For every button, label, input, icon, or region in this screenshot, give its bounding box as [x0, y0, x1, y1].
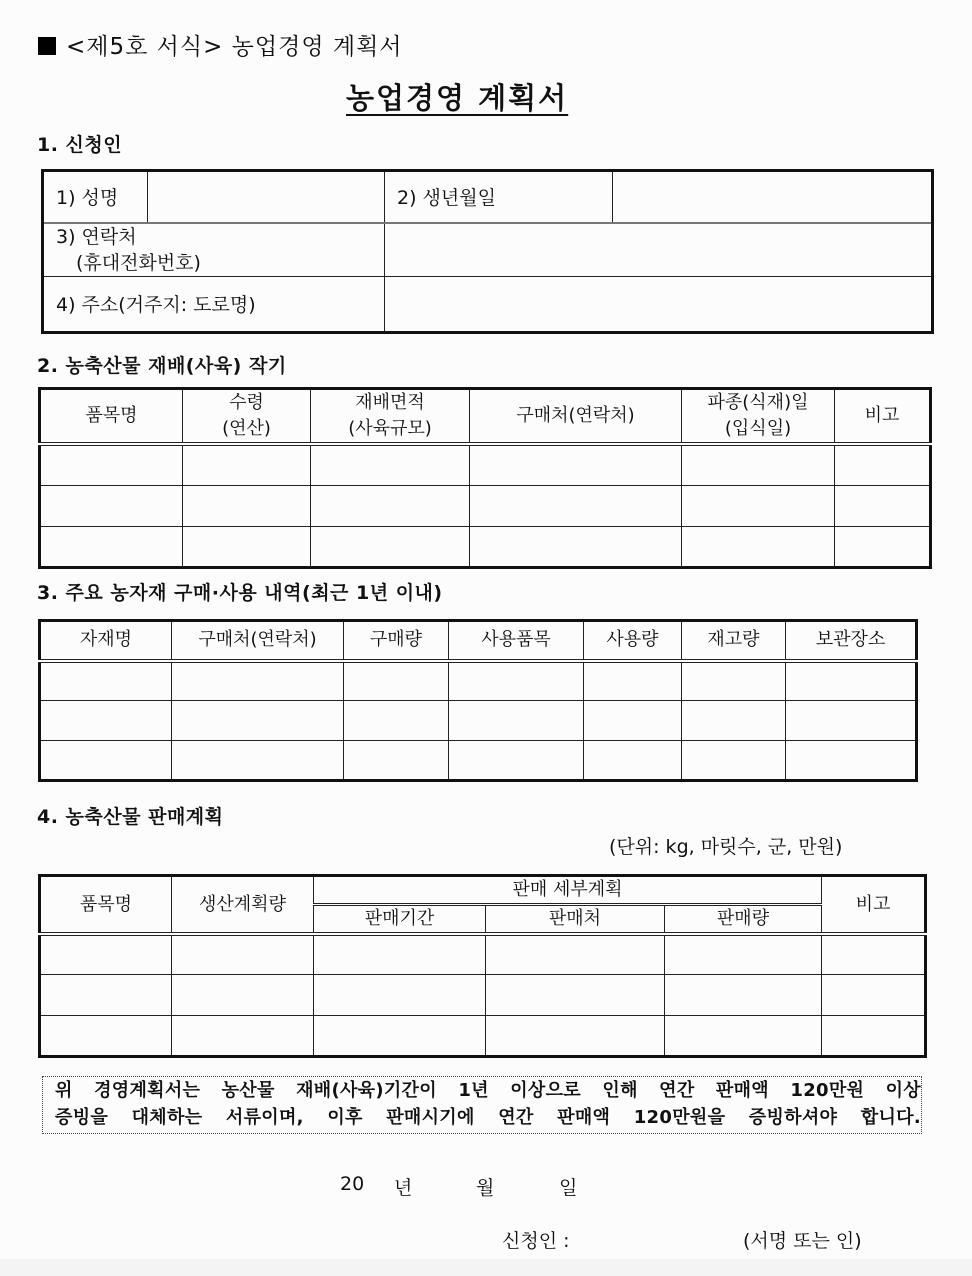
cell[interactable] [449, 661, 584, 701]
cell[interactable] [344, 661, 449, 701]
table-row [40, 1015, 926, 1056]
cell[interactable] [183, 444, 311, 485]
cell[interactable] [665, 934, 822, 974]
date-year-label: 년 [394, 1177, 413, 1199]
col-sales-detail-group: 판매 세부계획 [314, 876, 822, 905]
table-row [40, 934, 926, 974]
table-row [40, 741, 917, 781]
table-row [40, 444, 931, 485]
col-usage-qty: 사용량 [584, 621, 682, 661]
birthdate-field[interactable] [613, 171, 933, 223]
col-tree-age [183, 389, 311, 445]
col-area-line1: 재배면적 [355, 392, 425, 413]
table-row [40, 974, 926, 1015]
cell[interactable] [40, 934, 172, 974]
cell[interactable] [786, 661, 917, 701]
cell[interactable] [40, 741, 172, 781]
cell[interactable] [682, 444, 835, 485]
cell[interactable] [40, 444, 183, 485]
cell[interactable] [314, 934, 486, 974]
cell[interactable] [584, 661, 682, 701]
section2-heading: 2. 농축산물 재배(사육) 작기 [37, 355, 287, 377]
col-storage-place: 보관장소 [786, 621, 917, 661]
cell[interactable] [344, 741, 449, 781]
col-sowing-line2: (입식일) [724, 418, 792, 439]
date-day-label: 일 [559, 1177, 578, 1199]
cell[interactable] [314, 974, 486, 1015]
cell[interactable] [40, 661, 172, 701]
form-number-label [38, 28, 403, 61]
cell[interactable] [172, 661, 344, 701]
cell[interactable] [682, 526, 835, 567]
cell[interactable] [311, 526, 470, 567]
birthdate-label: 2) 생년월일 [385, 171, 613, 223]
applicant-label: 신청인 : [502, 1230, 570, 1252]
section4-heading: 4. 농축산물 판매계획 [37, 806, 224, 828]
address-field[interactable] [385, 276, 933, 332]
cell[interactable] [470, 526, 682, 567]
cell[interactable] [682, 741, 786, 781]
table-row [40, 485, 931, 526]
cell[interactable] [470, 444, 682, 485]
col-supplier-text: 구매처(연락처) [516, 405, 635, 426]
contact-label [43, 223, 385, 277]
section1-heading: 1. 신청인 [37, 134, 123, 156]
col-sales-volume: 판매량 [665, 905, 822, 935]
name-field[interactable] [148, 171, 385, 223]
cell[interactable] [311, 444, 470, 485]
cell[interactable] [665, 1015, 822, 1056]
cell[interactable] [486, 974, 665, 1015]
cell[interactable] [835, 485, 931, 526]
col-remarks: 비고 [822, 876, 926, 935]
contact-label-line2: (휴대전화번호) [76, 251, 201, 274]
col-tree-age-line1: 수령 [229, 392, 264, 413]
cell[interactable] [172, 974, 314, 1015]
cell[interactable] [822, 1015, 926, 1056]
cell[interactable] [682, 701, 786, 741]
col-item-name: 품목명 [40, 876, 172, 935]
applicant-table [41, 169, 934, 334]
col-item-name-text: 품목명 [85, 405, 138, 426]
cell[interactable] [682, 661, 786, 701]
cell[interactable] [40, 1015, 172, 1056]
col-sowing-line1: 파종(식재)일 [707, 392, 809, 413]
col-production-plan: 생산계획량 [172, 876, 314, 935]
col-purchase-qty: 구매량 [344, 621, 449, 661]
cell[interactable] [40, 526, 183, 567]
cell[interactable] [172, 934, 314, 974]
col-remarks-text: 비고 [864, 405, 900, 426]
cell[interactable] [584, 741, 682, 781]
cell[interactable] [835, 444, 931, 485]
notice-line2: 증빙을 대체하는 서류이며, 이후 판매시기에 연간 판매액 120만원을 증빙하셔야 합니다. [55, 1107, 921, 1128]
table-row [40, 526, 931, 567]
cell[interactable] [835, 526, 931, 567]
col-material-name: 자재명 [40, 621, 172, 661]
cell[interactable] [470, 485, 682, 526]
cell[interactable] [344, 701, 449, 741]
col-supplier [470, 389, 682, 445]
notice-box [42, 1076, 922, 1134]
document-title: 농업경영 계획서 [346, 81, 569, 115]
section3-heading: 3. 주요 농자재 구매·사용 내역(최근 1년 이내) [37, 582, 443, 604]
col-used-item: 사용품목 [449, 621, 584, 661]
col-sowing-date [682, 389, 835, 445]
cell[interactable] [40, 974, 172, 1015]
cell[interactable] [682, 485, 835, 526]
materials-table [38, 619, 918, 782]
table-row [40, 661, 917, 701]
page-bottom-strip [0, 1259, 972, 1276]
cell[interactable] [183, 485, 311, 526]
col-remarks [835, 389, 931, 445]
cell[interactable] [172, 701, 344, 741]
cell[interactable] [486, 1015, 665, 1056]
square-bullet-icon [38, 37, 56, 55]
sales-plan-table [38, 874, 927, 1058]
cell[interactable] [449, 741, 584, 781]
contact-label-line1: 3) 연락처 [56, 225, 137, 248]
notice-line1: 위 경영계획서는 농산물 재배(사육)기간이 1년 이상으로 인해 연간 판매액 120만원 이상 [55, 1080, 921, 1101]
contact-field[interactable] [385, 223, 933, 277]
col-item-name [40, 389, 183, 445]
col-cultivation-area [311, 389, 470, 445]
cell[interactable] [183, 526, 311, 567]
col-sales-period: 판매기간 [314, 905, 486, 935]
date-year-prefix[interactable]: 20 [340, 1173, 365, 1195]
name-label: 1) 성명 [43, 171, 148, 223]
date-month-label: 월 [476, 1177, 495, 1199]
cell[interactable] [665, 974, 822, 1015]
cell[interactable] [311, 485, 470, 526]
col-supplier: 구매처(연락처) [172, 621, 344, 661]
address-label: 4) 주소(거주지: 도로명) [43, 276, 385, 332]
cell[interactable] [486, 934, 665, 974]
col-tree-age-line2: (연산) [222, 418, 271, 439]
cell[interactable] [40, 485, 183, 526]
unit-note: (단위: kg, 마릿수, 군, 만원) [609, 836, 843, 858]
cell[interactable] [314, 1015, 486, 1056]
cell[interactable] [786, 701, 917, 741]
col-stock-qty: 재고량 [682, 621, 786, 661]
cell[interactable] [786, 741, 917, 781]
col-sales-destination: 판매처 [486, 905, 665, 935]
signature-hint[interactable]: (서명 또는 인) [743, 1230, 862, 1252]
cell[interactable] [172, 741, 344, 781]
form-number-text: <제5호 서식> 농업경영 계획서 [66, 34, 403, 60]
cell[interactable] [172, 1015, 314, 1056]
table-row [40, 701, 917, 741]
cell[interactable] [822, 974, 926, 1015]
cell[interactable] [584, 701, 682, 741]
cell[interactable] [822, 934, 926, 974]
cell[interactable] [449, 701, 584, 741]
cell[interactable] [40, 701, 172, 741]
cultivation-table [38, 387, 932, 569]
col-area-line2: (사육규모) [348, 418, 432, 439]
